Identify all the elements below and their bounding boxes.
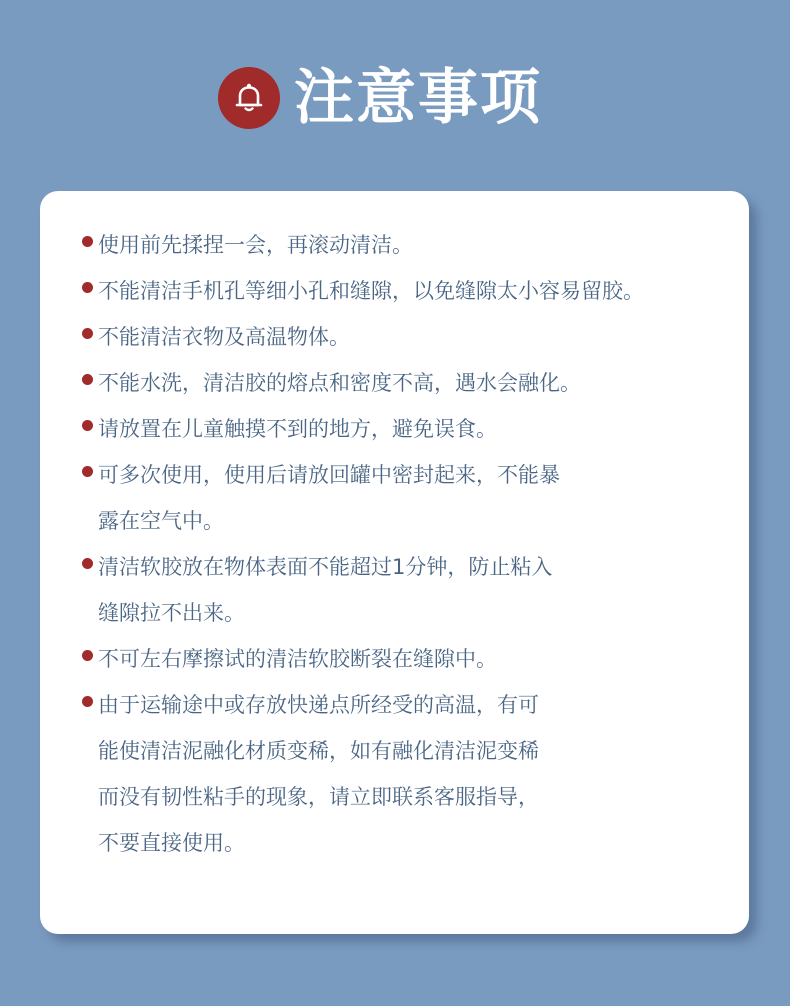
note-text-line: 能使清洁泥融化材质变稀，如有融化清洁泥变稀 [98,739,539,763]
note-text-line: 不可左右摩擦试的清洁软胶断裂在缝隙中。 [98,647,497,671]
bell-badge [218,67,280,129]
bell-icon [231,80,267,116]
bullet-dot [82,236,93,247]
bullet-dot [82,696,93,707]
note-text-line: 不能清洁手机孔等细小孔和缝隙，以免缝隙太小容易留胶。 [98,279,644,303]
note-text-line: 不能水洗，清洁胶的熔点和密度不高，遇水会融化。 [98,371,581,395]
note-text-line: 而没有韧性粘手的现象，请立即联系客服指导， [98,785,539,809]
note-text-line: 清洁软胶放在物体表面不能超过1分钟，防止粘入 [98,555,553,579]
note-text-line: 不能清洁衣物及高温物体。 [98,325,350,349]
bullet-dot [82,558,93,569]
bullet-dot [82,328,93,339]
note-text-line: 可多次使用，使用后请放回罐中密封起来，不能暴 [98,463,560,487]
note-text-line: 露在空气中。 [98,509,224,533]
notes-card [40,191,749,934]
note-text-line: 由于运输途中或存放快递点所经受的高温，有可 [98,693,539,717]
bullet-dot [82,650,93,661]
bullet-dot [82,466,93,477]
page-title: 注意事项 [294,63,542,133]
bullet-dot [82,374,93,385]
note-text-line: 使用前先揉捏一会，再滚动清洁。 [98,233,413,257]
bullet-dot [82,420,93,431]
note-text-line: 不要直接使用。 [98,831,245,855]
bullet-dot [82,282,93,293]
header [0,62,790,134]
note-text-line: 请放置在儿童触摸不到的地方，避免误食。 [98,417,497,441]
note-text-line: 缝隙拉不出来。 [98,601,245,625]
